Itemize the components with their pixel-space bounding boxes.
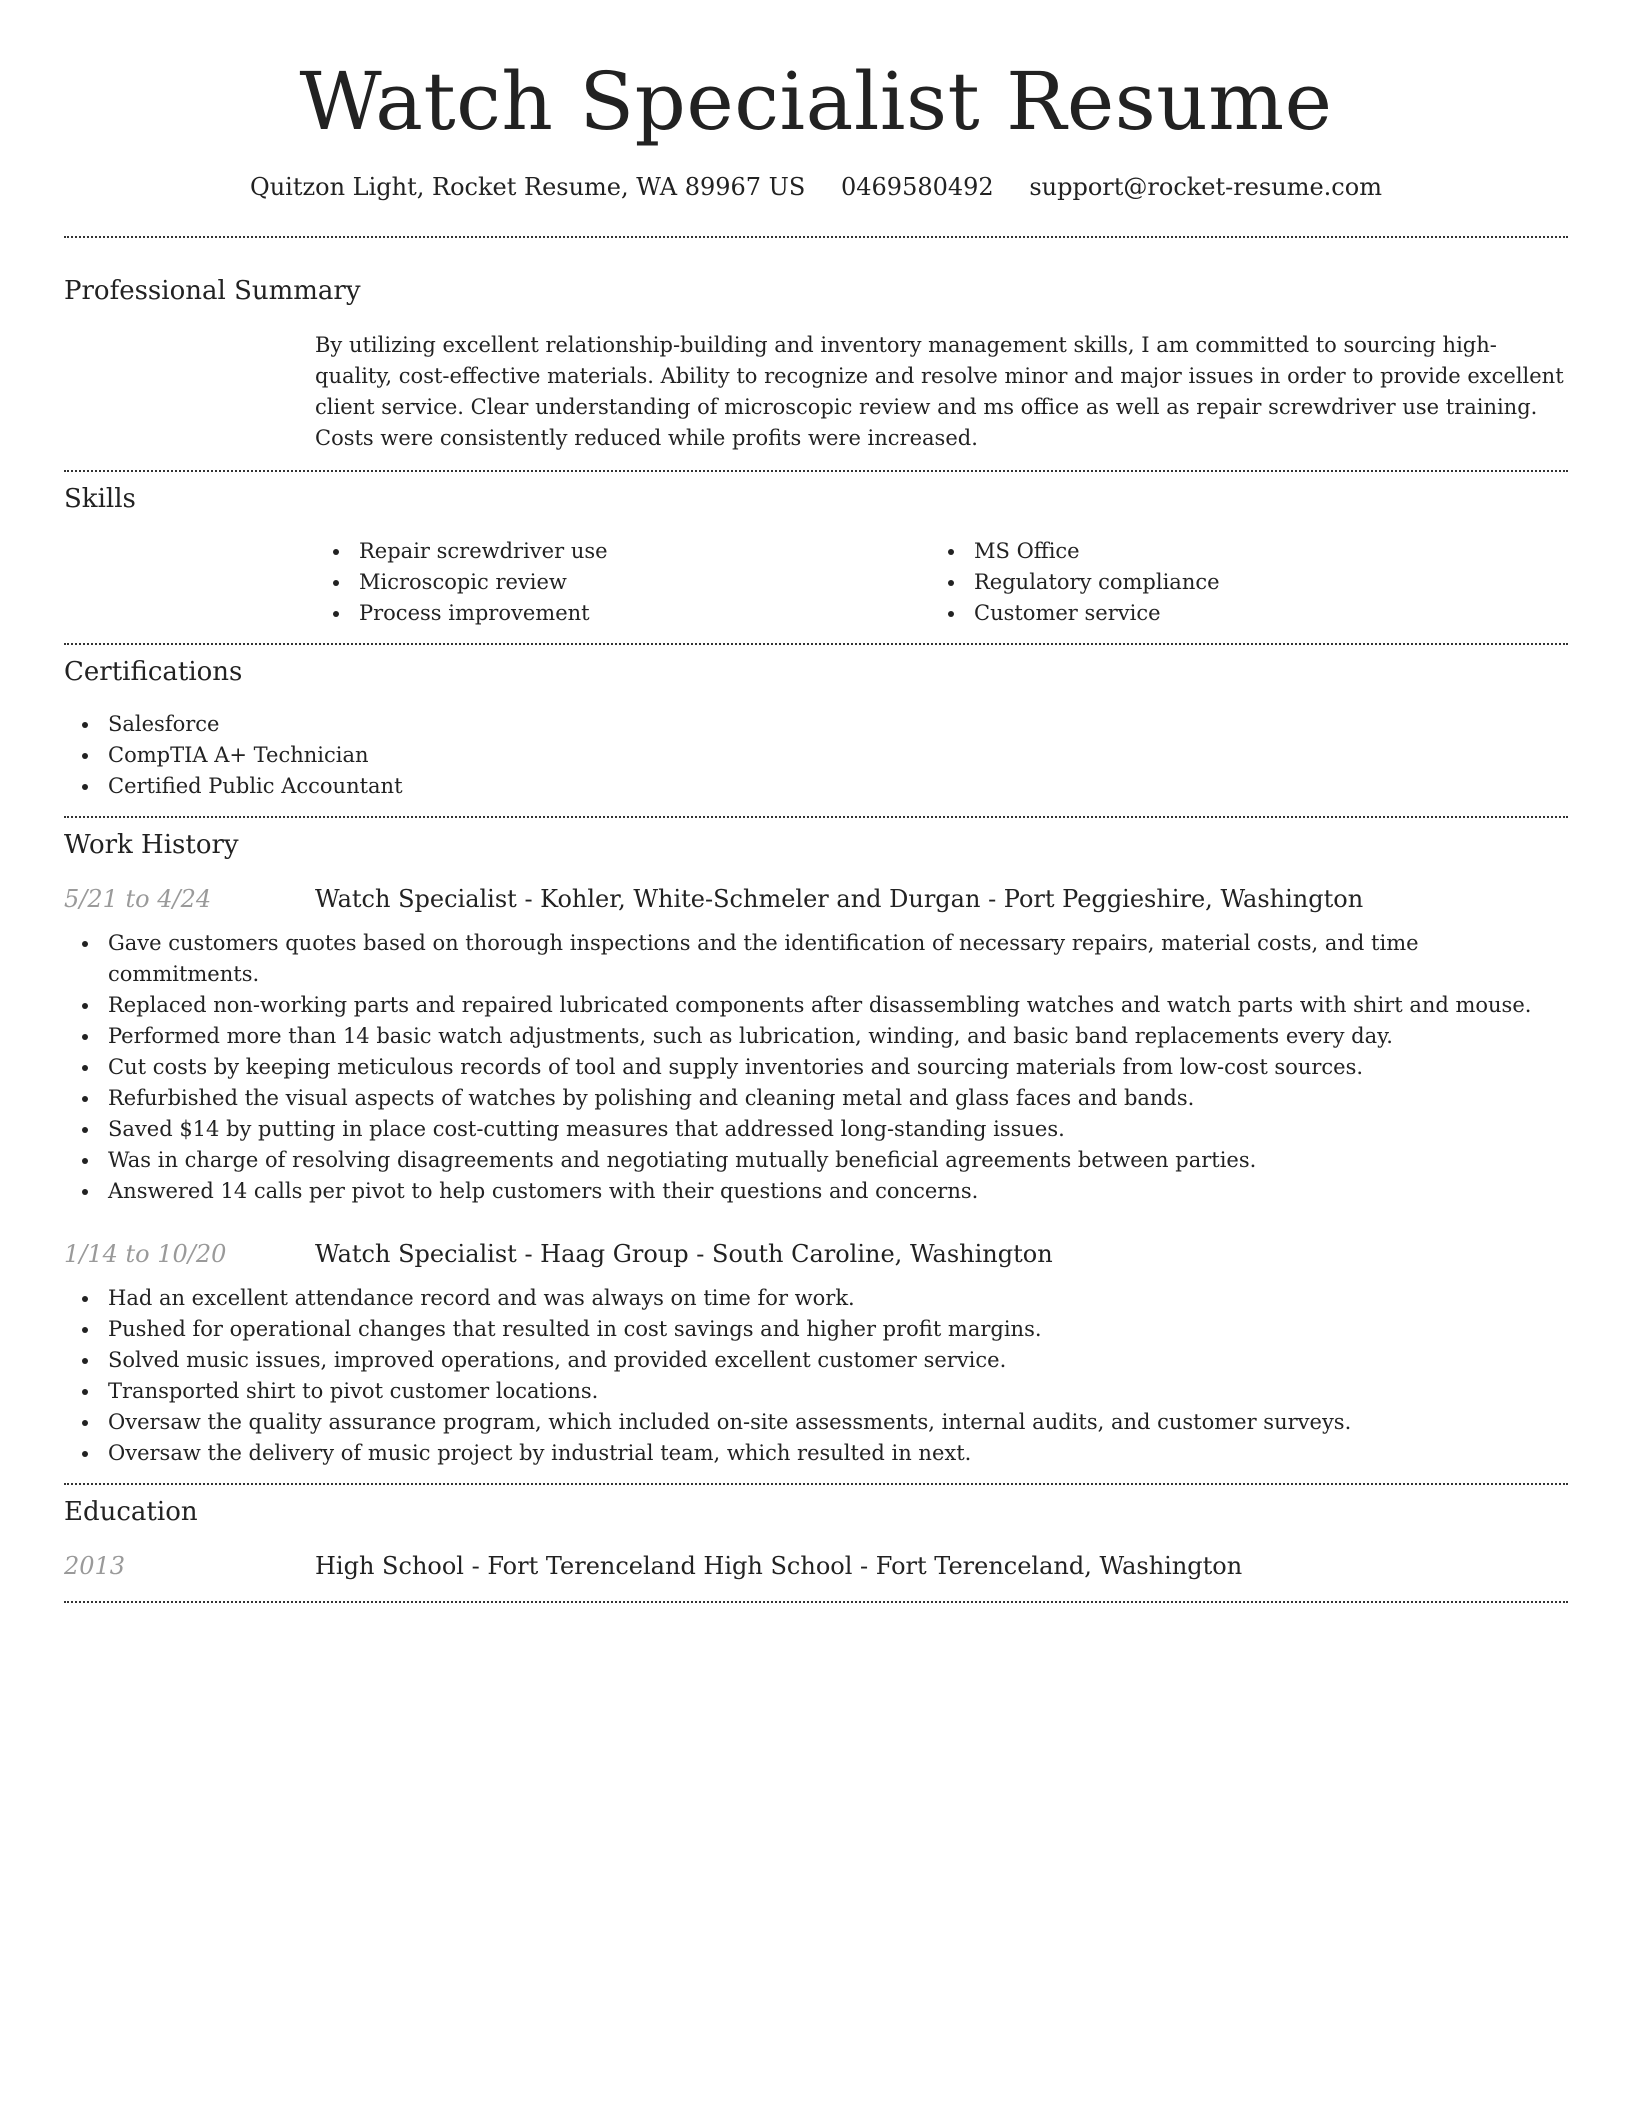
job-bullet: Cut costs by keeping meticulous records of tool and supply inventories and sourcing materials from low-cost sources.: [64, 1052, 1568, 1083]
job-entry: [64, 882, 1568, 1207]
contact-address: Quitzon Light, Rocket Resume, WA 89967 US: [250, 173, 806, 201]
skill-item: Repair screwdriver use: [315, 536, 930, 567]
skills-list-left: [315, 536, 930, 629]
certification-item: Certified Public Accountant: [64, 771, 1568, 802]
skills-heading: Skills: [64, 484, 136, 514]
job-bullet: Performed more than 14 basic watch adjustments, such as lubrication, winding, and basic band replacements every day.: [64, 1021, 1568, 1052]
job-entry: [64, 1237, 1568, 1469]
job-bullets: [64, 1283, 1568, 1469]
job-bullet: Was in charge of resolving disagreements and negotiating mutually beneficial agreements between parties.: [64, 1145, 1568, 1176]
job-bullet: Saved $14 by putting in place cost-cutting measures that addressed long-standing issues.: [64, 1114, 1568, 1145]
certifications-section: [64, 645, 1568, 802]
job-header: [64, 882, 1568, 916]
skill-item: Microscopic review: [315, 567, 930, 598]
summary-heading: Professional Summary: [64, 276, 361, 306]
job-header: [64, 1237, 1568, 1271]
skill-item: Process improvement: [315, 598, 930, 629]
summary-text: By utilizing excellent relationship-building and inventory management skills, I am committed to sourcing high-quality, cost-effective materials. Ability to recognize and resolve minor and major issues in order to provide excellent client service. Clear understanding of microscopic review and ms office as well as repair screwdriver use training. Costs were consistently reduced while profits were increased.: [315, 333, 1564, 450]
education-heading: Education: [64, 1497, 198, 1527]
work-history-section: [64, 818, 1568, 1469]
job-dates: 1/14 to 10/20: [64, 1240, 227, 1268]
summary-section: [64, 238, 1568, 454]
education-section: [64, 1485, 1568, 1583]
job-bullet: Gave customers quotes based on thorough inspections and the identification of necessary repairs, material costs, and time commitments.: [64, 928, 1568, 990]
job-dates: 5/21 to 4/24: [64, 885, 212, 913]
job-bullet: Oversaw the delivery of music project by industrial team, which resulted in next.: [64, 1438, 1568, 1469]
skills-section: [64, 472, 1568, 629]
education-entry: [64, 1549, 1568, 1583]
job-bullet: Pushed for operational changes that resulted in cost savings and higher profit margins.: [64, 1314, 1568, 1345]
job-bullet: Transported shirt to pivot customer locations.: [64, 1376, 1568, 1407]
work-history-heading: Work History: [64, 830, 239, 860]
job-bullet: Replaced non-working parts and repaired lubricated components after disassembling watches and watch parts with shirt and mouse.: [64, 990, 1568, 1021]
job-bullet: Had an excellent attendance record and was always on time for work.: [64, 1283, 1568, 1314]
skills-columns: [315, 536, 1568, 629]
skill-item: Regulatory compliance: [930, 567, 1545, 598]
job-bullet: Oversaw the quality assurance program, which included on-site assessments, internal audits, and customer surveys.: [64, 1407, 1568, 1438]
skill-item: MS Office: [930, 536, 1545, 567]
contact-phone: 0469580492: [840, 173, 994, 201]
certification-item: CompTIA A+ Technician: [64, 740, 1568, 771]
certification-item: Salesforce: [64, 709, 1568, 740]
contact-email: support@rocket-resume.com: [1029, 173, 1382, 201]
certifications-heading: Certifications: [64, 657, 243, 687]
contact-line: [64, 170, 1568, 204]
certifications-list: [64, 709, 1568, 802]
job-bullet: Refurbished the visual aspects of watches by polishing and cleaning metal and glass faces and bands.: [64, 1083, 1568, 1114]
job-bullet: Solved music issues, improved operations, and provided excellent customer service.: [64, 1345, 1568, 1376]
skill-item: Customer service: [930, 598, 1545, 629]
job-title: Watch Specialist - Kohler, White-Schmeler and Durgan - Port Peggieshire, Washington: [315, 885, 1364, 913]
skills-list-right: [930, 536, 1545, 629]
job-bullet: Answered 14 calls per pivot to help customers with their questions and concerns.: [64, 1176, 1568, 1207]
divider: [64, 1601, 1568, 1603]
job-title: Watch Specialist - Haag Group - South Caroline, Washington: [315, 1240, 1053, 1268]
job-bullets: [64, 928, 1568, 1207]
education-title: High School - Fort Terenceland High School - Fort Terenceland, Washington: [315, 1552, 1243, 1580]
education-year: 2013: [64, 1552, 126, 1580]
resume-title: Watch Specialist Resume: [299, 55, 1333, 148]
